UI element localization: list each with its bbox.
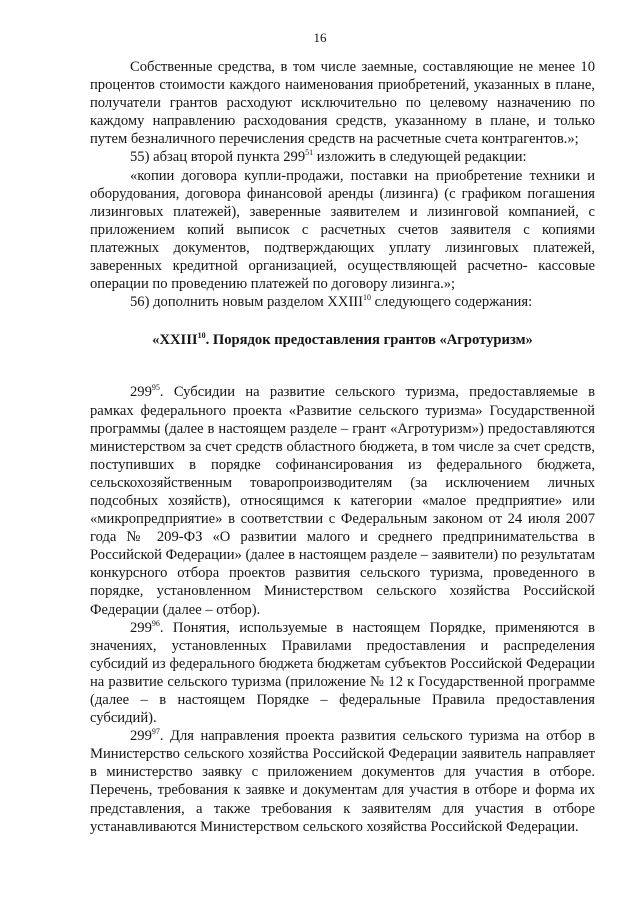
clause-number: 299 [130,384,152,401]
amendment-56-text: 56) дополнить новым разделом XXIII [130,294,364,311]
clause-superscript: 96 [151,618,160,628]
section-heading-title: . Порядок предоставления грантов «Агротуризм» [205,332,533,349]
clause-superscript: 95 [151,383,160,393]
amendment-56-tail: следующего содержания: [371,294,533,311]
section-heading [90,331,595,349]
paragraph-299-95 [90,383,595,618]
amendment-55-text: 55) абзац второй пункта 299 [130,149,306,166]
page-number: 16 [313,30,327,45]
paragraph-299-96 [90,619,595,728]
clause-text: . Для направления проекта развития сельского туризма на отбор в Министерство сельского хозяйства Российской Федерации заявитель направляет в министерство заявку с приложением документов для участия в отборе. Перечень, требования к заявке и документам для участия в отборе и форма их представления, а также требования к заявителям для участия в отборе устанавливаются Министерством сельского хозяйства Российской Федерации. [90,728,595,835]
document-body [90,58,595,836]
clause-text: . Понятия, используемые в настоящем Порядке, применяются в значениях, установленных Правилами предоставления и распределения субсидий из федерального бюджета бюджетам субъектов Российской Федерации на развитие сельского туризма (приложение № 12 к Государственной программе (далее – в настоящем Порядке – федеральные Правила предоставления субсидий). [90,619,595,727]
paragraph-amendment-55 [90,148,595,166]
clause-number: 299 [130,728,152,745]
section-heading-superscript: 10 [197,331,206,341]
paragraph-299-97 [90,727,595,836]
amendment-56-superscript: 10 [363,293,372,303]
amendment-55-tail: изложить в следующей редакции: [313,149,527,166]
section-heading-number: «XXIII [152,332,198,349]
clause-superscript: 97 [151,727,160,737]
clause-number: 299 [130,619,152,636]
clause-text: . Субсидии на развитие сельского туризма, предоставляемые в рамках федерального проекта «Развитие сельского туризма» Государственной программы (далее в настоящем разделе – грант «Агротуризм») предоставляются министерством за счет средств областного бюджета, в том числе за счет средств, поступивших в порядке софинансирования из федерального бюджета, сельскохозяйственным товаропроизводителям (за исключением личных подсобных хозяйств), относящимся к категории «малое предприятие» или «микропредприятие» в соответствии с Федеральным законом от 24 июля 2007 года № 209-ФЗ «О развитии малого и среднего предпринимательства в Российской Федерации» (далее в настоящем разделе – заявители) по результатам конкурсного отбора проектов развития сельского туризма, проведенного в порядке, установленном Министерством сельского хозяйства Российской Федерации (далее – отбор). [90,384,595,618]
paragraph-own-funds: Собственные средства, в том числе заемные, составляющие не менее 10 процентов стоимости каждого наименования приобретений, указанных в плане, получатели грантов расходуют исключительно по целевому назначению по каждому направлению расходования средств, указанному в плане, и только путем безналичного перечисления средств на расчетные счета контрагентов.»; [90,59,595,148]
amendment-55-superscript: 51 [305,148,314,158]
paragraph-leasing-documents: «копии договора купли-продажи, поставки на приобретение техники и оборудования, договора финансовой аренды (лизинга) (с графиком погашения лизинговых платежей), заверенные заявителем и лизинговой компанией, с приложением копий выписок с расчетных счетов заявителя с копиями платежных документов, подтверждающих уплату лизинговых платежей, заверенных кредитной организацией, осуществляющей расчетно- кассовые операции по проведению платежей по договору лизинга.»; [90,167,595,293]
paragraph-amendment-56 [90,293,595,311]
